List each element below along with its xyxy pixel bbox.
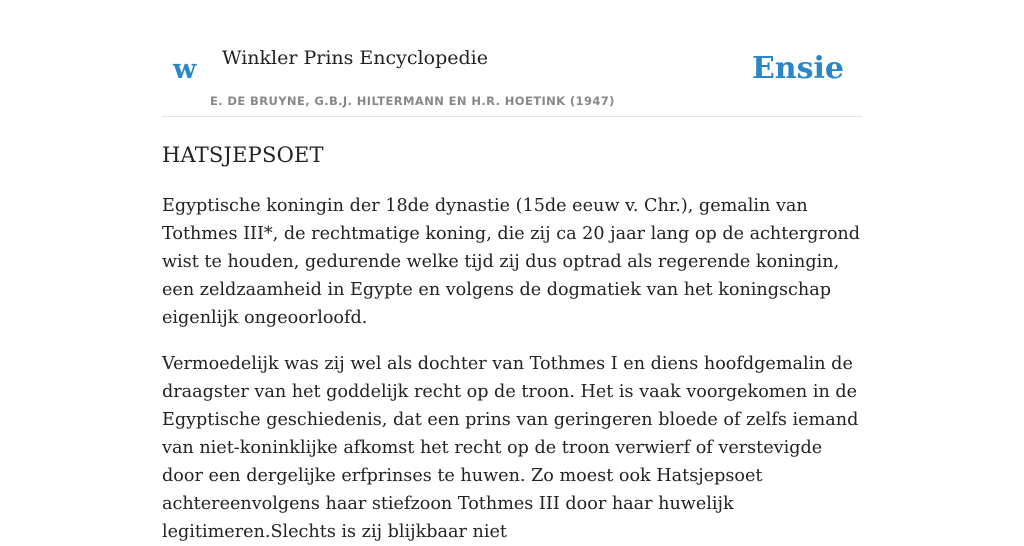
authors-credit: E. DE BRUYNE, G.B.J. HILTERMANN EN H.R. HOETINK (1947)	[210, 94, 615, 108]
winkler-prins-logo[interactable]: w	[173, 54, 197, 85]
site-title: Winkler Prins Encyclopedie	[222, 47, 488, 69]
article-paragraph-2: Vermoedelijk was zij wel als dochter van Tothmes I en diens hoofdgemalin de draagster van het goddelijk recht op de troon. Het is vaak voorgekomen in de Egyptische geschiedenis, dat een prins van geringeren bloede of zelfs iemand van niet-koninklijke afkomst het recht op de troon verwierf of verstevigde door een dergelijke erfprinses te huwen. Zo moest ook Hatsjepsoet achtereenvolgens haar stiefzoon Tothmes III door haar huwelijk legitimeren.Slechts is zij blijkbaar niet	[162, 354, 859, 542]
article	[162, 138, 862, 546]
article-title: HATSJEPSOET	[162, 143, 324, 167]
ensie-brand-link[interactable]: Ensie	[751, 51, 844, 86]
article-paragraph-1: Egyptische koningin der 18de dynastie (15de eeuw v. Chr.), gemalin van Tothmes III*, de rechtmatige koning, die zij ca 20 jaar lang op de achtergrond wist te houden, gedurende welke tijd zij dus optrad als regerende koningin, een zeldzaamheid in Egypte en volgens de dogmatiek van het koningschap eigenlijk ongeoorloofd.	[162, 196, 861, 328]
site-header	[162, 0, 862, 117]
